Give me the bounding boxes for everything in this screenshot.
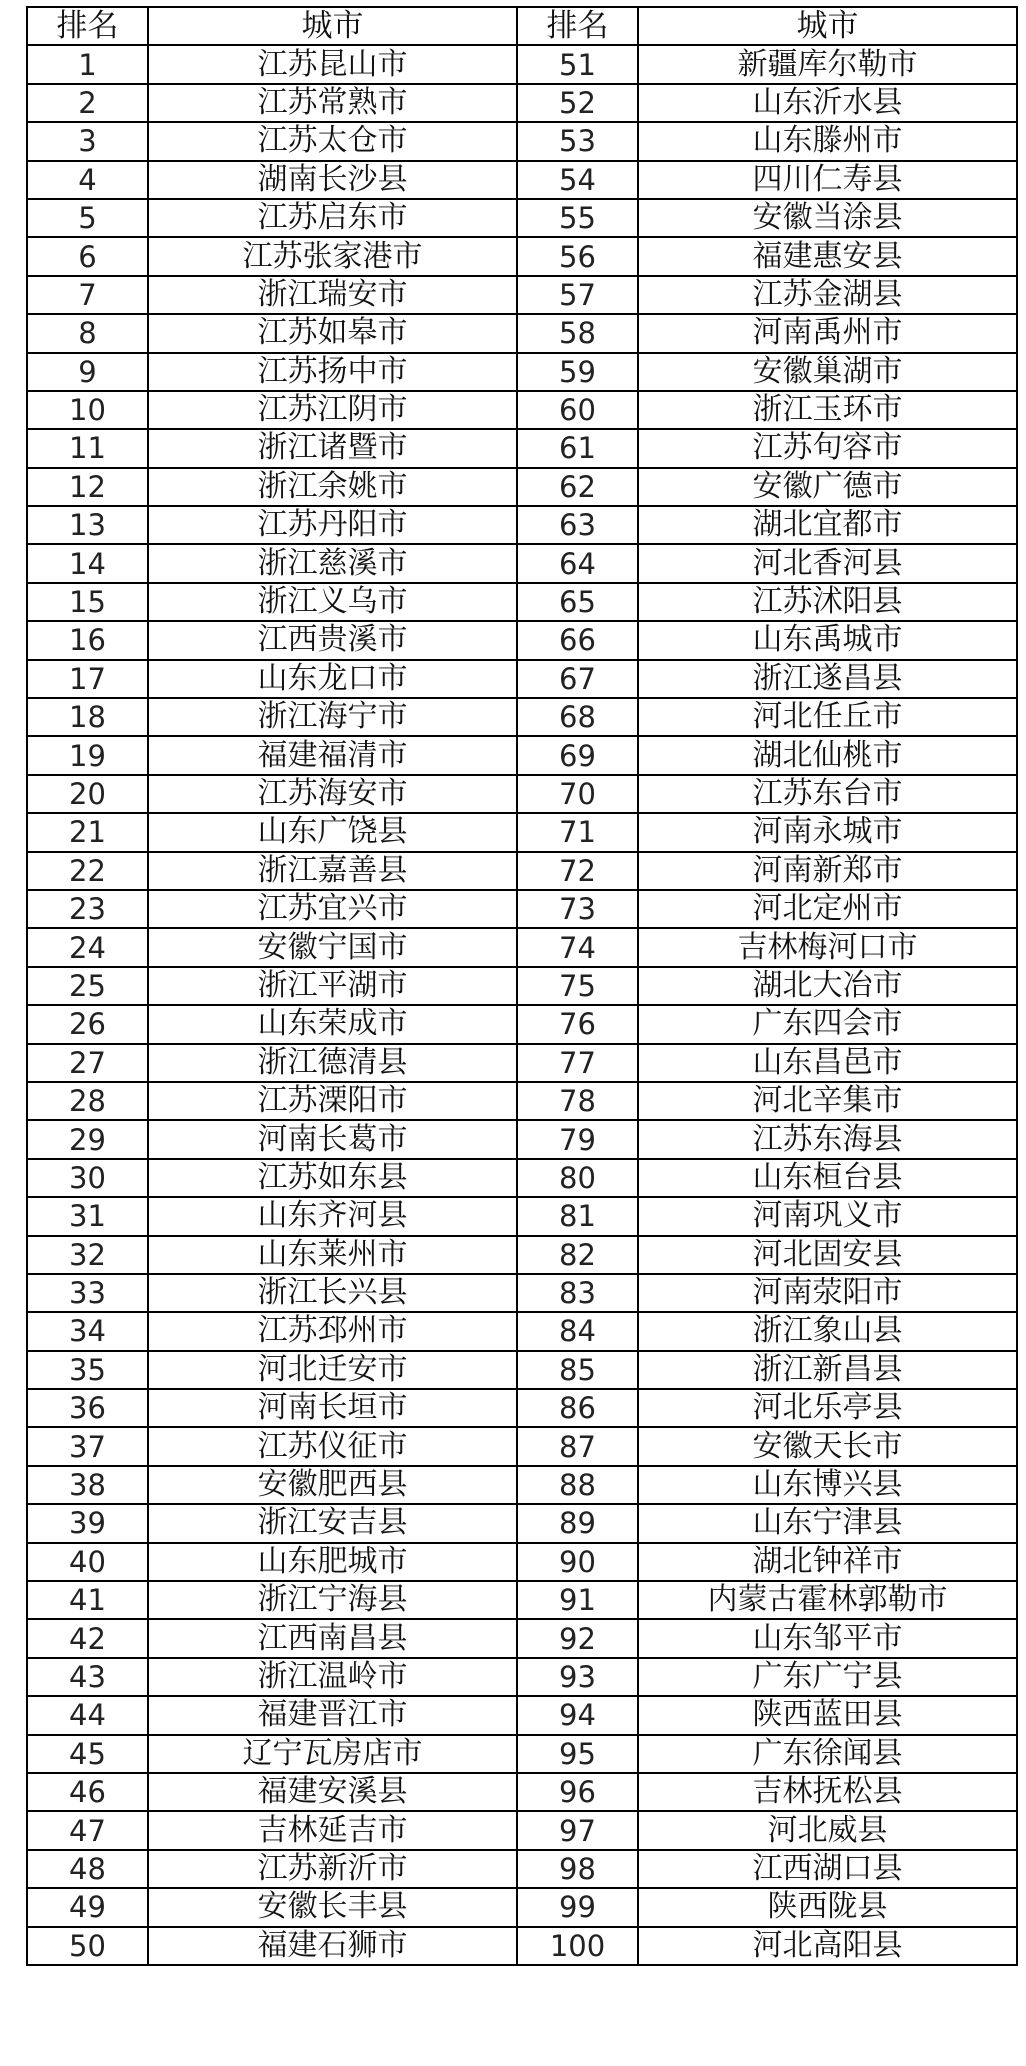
cell-city-right: 内蒙古霍林郭勒市	[638, 1581, 1017, 1619]
cell-rank-left: 2	[27, 84, 148, 122]
cell-rank-right: 58	[517, 314, 638, 352]
cell-rank-right: 66	[517, 621, 638, 659]
cell-rank-right: 94	[517, 1696, 638, 1734]
cell-city-right: 湖北宜都市	[638, 506, 1017, 544]
table-row	[27, 1696, 1017, 1734]
cell-city-left: 江苏太仓市	[148, 122, 517, 160]
table-row	[27, 429, 1017, 467]
cell-city-left: 浙江余姚市	[148, 468, 517, 506]
table-row	[27, 1427, 1017, 1465]
table-row	[27, 276, 1017, 314]
cell-city-left: 江苏常熟市	[148, 84, 517, 122]
table-row	[27, 314, 1017, 352]
table-body	[27, 45, 1017, 1965]
cell-rank-left: 44	[27, 1696, 148, 1734]
cell-rank-left: 30	[27, 1159, 148, 1197]
table-row	[27, 1351, 1017, 1389]
cell-city-left: 江苏昆山市	[148, 45, 517, 83]
cell-city-right: 广东四会市	[638, 1005, 1017, 1043]
cell-city-left: 安徽肥西县	[148, 1466, 517, 1504]
cell-rank-right: 88	[517, 1466, 638, 1504]
cell-city-right: 广东徐闻县	[638, 1735, 1017, 1773]
cell-city-left: 福建晋江市	[148, 1696, 517, 1734]
cell-rank-right: 63	[517, 506, 638, 544]
cell-city-right: 陕西蓝田县	[638, 1696, 1017, 1734]
cell-city-right: 江苏金湖县	[638, 276, 1017, 314]
cell-city-right: 湖北大冶市	[638, 967, 1017, 1005]
cell-rank-left: 48	[27, 1850, 148, 1888]
cell-city-right: 安徽广德市	[638, 468, 1017, 506]
cell-city-right: 江苏沭阳县	[638, 583, 1017, 621]
cell-rank-left: 5	[27, 199, 148, 237]
cell-city-right: 河北威县	[638, 1811, 1017, 1849]
cell-city-right: 河南巩义市	[638, 1197, 1017, 1235]
cell-rank-left: 19	[27, 736, 148, 774]
cell-city-right: 新疆库尔勒市	[638, 45, 1017, 83]
cell-city-left: 山东莱州市	[148, 1236, 517, 1274]
cell-city-left: 江苏丹阳市	[148, 506, 517, 544]
cell-rank-left: 45	[27, 1735, 148, 1773]
cell-city-right: 河北乐亭县	[638, 1389, 1017, 1427]
cell-city-left: 江苏溧阳市	[148, 1082, 517, 1120]
cell-rank-left: 39	[27, 1504, 148, 1542]
cell-rank-right: 76	[517, 1005, 638, 1043]
cell-city-left: 辽宁瓦房店市	[148, 1735, 517, 1773]
cell-rank-left: 26	[27, 1005, 148, 1043]
cell-city-left: 吉林延吉市	[148, 1811, 517, 1849]
cell-city-right: 吉林抚松县	[638, 1773, 1017, 1811]
cell-rank-left: 12	[27, 468, 148, 506]
cell-rank-left: 14	[27, 544, 148, 582]
cell-city-right: 山东宁津县	[638, 1504, 1017, 1542]
cell-rank-right: 95	[517, 1735, 638, 1773]
cell-city-left: 江苏张家港市	[148, 237, 517, 275]
cell-rank-left: 31	[27, 1197, 148, 1235]
cell-city-left: 安徽长丰县	[148, 1888, 517, 1926]
cell-rank-left: 47	[27, 1811, 148, 1849]
cell-rank-right: 55	[517, 199, 638, 237]
cell-rank-right: 78	[517, 1082, 638, 1120]
header-city-left: 城市	[148, 7, 517, 45]
cell-city-right: 河北高阳县	[638, 1927, 1017, 1965]
cell-city-right: 湖北仙桃市	[638, 736, 1017, 774]
table-row	[27, 1044, 1017, 1082]
cell-rank-right: 64	[517, 544, 638, 582]
table-row	[27, 1120, 1017, 1158]
cell-rank-left: 4	[27, 161, 148, 199]
cell-city-right: 河北香河县	[638, 544, 1017, 582]
table-row	[27, 1581, 1017, 1619]
cell-city-right: 河北固安县	[638, 1236, 1017, 1274]
table-row	[27, 1312, 1017, 1350]
cell-rank-right: 81	[517, 1197, 638, 1235]
cell-rank-right: 82	[517, 1236, 638, 1274]
cell-city-right: 河南新郑市	[638, 852, 1017, 890]
cell-rank-right: 72	[517, 852, 638, 890]
cell-city-left: 山东荣成市	[148, 1005, 517, 1043]
table-row	[27, 468, 1017, 506]
cell-rank-right: 83	[517, 1274, 638, 1312]
cell-rank-left: 16	[27, 621, 148, 659]
cell-city-left: 江苏仪征市	[148, 1427, 517, 1465]
cell-city-left: 浙江慈溪市	[148, 544, 517, 582]
cell-rank-right: 62	[517, 468, 638, 506]
cell-rank-right: 90	[517, 1543, 638, 1581]
cell-city-right: 山东邹平市	[638, 1619, 1017, 1657]
header-rank-right: 排名	[517, 7, 638, 45]
table-row	[27, 1197, 1017, 1235]
cell-rank-right: 57	[517, 276, 638, 314]
cell-rank-left: 28	[27, 1082, 148, 1120]
cell-city-left: 山东龙口市	[148, 660, 517, 698]
cell-rank-right: 87	[517, 1427, 638, 1465]
cell-city-right: 河北辛集市	[638, 1082, 1017, 1120]
table-row	[27, 1543, 1017, 1581]
cell-city-right: 山东沂水县	[638, 84, 1017, 122]
cell-rank-right: 100	[517, 1927, 638, 1965]
cell-rank-right: 51	[517, 45, 638, 83]
cell-city-left: 河北迁安市	[148, 1351, 517, 1389]
cell-city-left: 浙江长兴县	[148, 1274, 517, 1312]
cell-city-left: 山东齐河县	[148, 1197, 517, 1235]
cell-rank-left: 22	[27, 852, 148, 890]
cell-rank-left: 40	[27, 1543, 148, 1581]
cell-city-right: 山东桓台县	[638, 1159, 1017, 1197]
cell-city-right: 河北定州市	[638, 890, 1017, 928]
cell-city-right: 山东滕州市	[638, 122, 1017, 160]
cell-rank-right: 65	[517, 583, 638, 621]
table-row	[27, 161, 1017, 199]
cell-rank-left: 20	[27, 775, 148, 813]
table-row	[27, 391, 1017, 429]
cell-rank-right: 98	[517, 1850, 638, 1888]
cell-rank-left: 21	[27, 813, 148, 851]
cell-city-left: 江西南昌县	[148, 1619, 517, 1657]
cell-rank-right: 61	[517, 429, 638, 467]
county-ranking-table	[26, 6, 1018, 1966]
cell-city-right: 山东博兴县	[638, 1466, 1017, 1504]
cell-city-left: 江苏如皋市	[148, 314, 517, 352]
cell-rank-left: 13	[27, 506, 148, 544]
cell-rank-left: 35	[27, 1351, 148, 1389]
table-row	[27, 813, 1017, 851]
cell-rank-left: 7	[27, 276, 148, 314]
cell-city-left: 江西贵溪市	[148, 621, 517, 659]
cell-city-right: 浙江玉环市	[638, 391, 1017, 429]
cell-rank-left: 15	[27, 583, 148, 621]
cell-city-right: 山东禹城市	[638, 621, 1017, 659]
cell-city-left: 江苏启东市	[148, 199, 517, 237]
cell-rank-left: 17	[27, 660, 148, 698]
cell-rank-right: 70	[517, 775, 638, 813]
cell-rank-right: 67	[517, 660, 638, 698]
cell-city-left: 江苏新沂市	[148, 1850, 517, 1888]
cell-city-left: 浙江德清县	[148, 1044, 517, 1082]
cell-rank-right: 52	[517, 84, 638, 122]
cell-city-right: 河南荥阳市	[638, 1274, 1017, 1312]
cell-city-left: 浙江嘉善县	[148, 852, 517, 890]
cell-city-right: 广东广宁县	[638, 1658, 1017, 1696]
cell-city-right: 江苏句容市	[638, 429, 1017, 467]
cell-rank-right: 54	[517, 161, 638, 199]
header-rank-left: 排名	[27, 7, 148, 45]
table-row	[27, 890, 1017, 928]
cell-rank-left: 34	[27, 1312, 148, 1350]
cell-rank-left: 32	[27, 1236, 148, 1274]
cell-rank-right: 92	[517, 1619, 638, 1657]
cell-city-right: 湖北钟祥市	[638, 1543, 1017, 1581]
cell-rank-right: 93	[517, 1658, 638, 1696]
table-row	[27, 199, 1017, 237]
cell-city-right: 浙江新昌县	[638, 1351, 1017, 1389]
cell-city-left: 浙江瑞安市	[148, 276, 517, 314]
cell-rank-left: 33	[27, 1274, 148, 1312]
cell-city-right: 浙江象山县	[638, 1312, 1017, 1350]
table-row	[27, 1236, 1017, 1274]
table-row	[27, 45, 1017, 83]
table-row	[27, 1005, 1017, 1043]
cell-rank-left: 36	[27, 1389, 148, 1427]
cell-city-right: 吉林梅河口市	[638, 928, 1017, 966]
table-row	[27, 1274, 1017, 1312]
table-row	[27, 698, 1017, 736]
cell-rank-left: 11	[27, 429, 148, 467]
header-city-right: 城市	[638, 7, 1017, 45]
cell-rank-left: 50	[27, 1927, 148, 1965]
cell-city-right: 安徽巢湖市	[638, 353, 1017, 391]
cell-city-left: 浙江诸暨市	[148, 429, 517, 467]
table-row	[27, 84, 1017, 122]
cell-rank-right: 86	[517, 1389, 638, 1427]
table-header	[27, 7, 1017, 45]
cell-city-left: 江苏宜兴市	[148, 890, 517, 928]
cell-rank-right: 73	[517, 890, 638, 928]
header-row	[27, 7, 1017, 45]
cell-rank-left: 10	[27, 391, 148, 429]
table-row	[27, 928, 1017, 966]
cell-rank-left: 18	[27, 698, 148, 736]
cell-rank-right: 68	[517, 698, 638, 736]
cell-rank-right: 89	[517, 1504, 638, 1542]
cell-city-right: 江苏东海县	[638, 1120, 1017, 1158]
cell-rank-right: 91	[517, 1581, 638, 1619]
cell-rank-left: 8	[27, 314, 148, 352]
table-row	[27, 1159, 1017, 1197]
cell-city-left: 浙江义乌市	[148, 583, 517, 621]
cell-rank-left: 23	[27, 890, 148, 928]
cell-rank-right: 97	[517, 1811, 638, 1849]
cell-city-right: 安徽天长市	[638, 1427, 1017, 1465]
cell-city-left: 浙江温岭市	[148, 1658, 517, 1696]
cell-city-right: 河南永城市	[638, 813, 1017, 851]
table-row	[27, 506, 1017, 544]
cell-rank-right: 99	[517, 1888, 638, 1926]
cell-rank-left: 1	[27, 45, 148, 83]
cell-city-right: 山东昌邑市	[638, 1044, 1017, 1082]
cell-city-left: 福建安溪县	[148, 1773, 517, 1811]
cell-rank-left: 24	[27, 928, 148, 966]
cell-city-left: 江苏如东县	[148, 1159, 517, 1197]
cell-rank-right: 74	[517, 928, 638, 966]
cell-rank-left: 49	[27, 1888, 148, 1926]
cell-city-left: 湖南长沙县	[148, 161, 517, 199]
cell-rank-left: 6	[27, 237, 148, 275]
table-row	[27, 967, 1017, 1005]
table-row	[27, 736, 1017, 774]
cell-city-left: 浙江平湖市	[148, 967, 517, 1005]
cell-city-left: 浙江海宁市	[148, 698, 517, 736]
table-row	[27, 1619, 1017, 1657]
cell-rank-left: 9	[27, 353, 148, 391]
cell-city-right: 江西湖口县	[638, 1850, 1017, 1888]
table-row	[27, 1888, 1017, 1926]
cell-city-right: 四川仁寿县	[638, 161, 1017, 199]
cell-rank-left: 46	[27, 1773, 148, 1811]
cell-city-left: 山东广饶县	[148, 813, 517, 851]
cell-rank-left: 38	[27, 1466, 148, 1504]
table-row	[27, 660, 1017, 698]
cell-rank-right: 69	[517, 736, 638, 774]
cell-city-left: 山东肥城市	[148, 1543, 517, 1581]
cell-rank-left: 42	[27, 1619, 148, 1657]
table-row	[27, 1850, 1017, 1888]
cell-rank-right: 80	[517, 1159, 638, 1197]
cell-rank-right: 56	[517, 237, 638, 275]
cell-city-right: 福建惠安县	[638, 237, 1017, 275]
cell-city-left: 江苏邳州市	[148, 1312, 517, 1350]
cell-city-left: 江苏江阴市	[148, 391, 517, 429]
cell-city-left: 河南长葛市	[148, 1120, 517, 1158]
table-row	[27, 122, 1017, 160]
cell-city-right: 浙江遂昌县	[638, 660, 1017, 698]
table-row	[27, 1504, 1017, 1542]
table-row	[27, 1082, 1017, 1120]
cell-rank-left: 37	[27, 1427, 148, 1465]
cell-city-left: 浙江宁海县	[148, 1581, 517, 1619]
cell-city-left: 浙江安吉县	[148, 1504, 517, 1542]
cell-city-left: 河南长垣市	[148, 1389, 517, 1427]
cell-rank-right: 60	[517, 391, 638, 429]
table-row	[27, 237, 1017, 275]
cell-rank-right: 79	[517, 1120, 638, 1158]
table-row	[27, 775, 1017, 813]
cell-rank-left: 3	[27, 122, 148, 160]
cell-rank-right: 53	[517, 122, 638, 160]
cell-city-right: 河北任丘市	[638, 698, 1017, 736]
table-row	[27, 353, 1017, 391]
cell-rank-left: 29	[27, 1120, 148, 1158]
cell-rank-left: 27	[27, 1044, 148, 1082]
cell-rank-right: 75	[517, 967, 638, 1005]
cell-city-left: 安徽宁国市	[148, 928, 517, 966]
cell-city-right: 河南禹州市	[638, 314, 1017, 352]
table-row	[27, 1735, 1017, 1773]
table-row	[27, 1389, 1017, 1427]
table-row	[27, 1927, 1017, 1965]
cell-rank-right: 77	[517, 1044, 638, 1082]
cell-city-left: 江苏海安市	[148, 775, 517, 813]
cell-rank-left: 41	[27, 1581, 148, 1619]
table-row	[27, 1773, 1017, 1811]
cell-city-right: 陕西陇县	[638, 1888, 1017, 1926]
table-row	[27, 1466, 1017, 1504]
cell-city-left: 江苏扬中市	[148, 353, 517, 391]
cell-rank-left: 43	[27, 1658, 148, 1696]
cell-rank-right: 96	[517, 1773, 638, 1811]
cell-rank-right: 71	[517, 813, 638, 851]
table-row	[27, 583, 1017, 621]
table-row	[27, 621, 1017, 659]
table-row	[27, 1811, 1017, 1849]
cell-rank-right: 59	[517, 353, 638, 391]
cell-city-right: 安徽当涂县	[638, 199, 1017, 237]
cell-rank-right: 84	[517, 1312, 638, 1350]
cell-rank-left: 25	[27, 967, 148, 1005]
table-row	[27, 1658, 1017, 1696]
table-row	[27, 852, 1017, 890]
cell-city-right: 江苏东台市	[638, 775, 1017, 813]
cell-rank-right: 85	[517, 1351, 638, 1389]
cell-city-left: 福建石狮市	[148, 1927, 517, 1965]
cell-city-left: 福建福清市	[148, 736, 517, 774]
table-row	[27, 544, 1017, 582]
